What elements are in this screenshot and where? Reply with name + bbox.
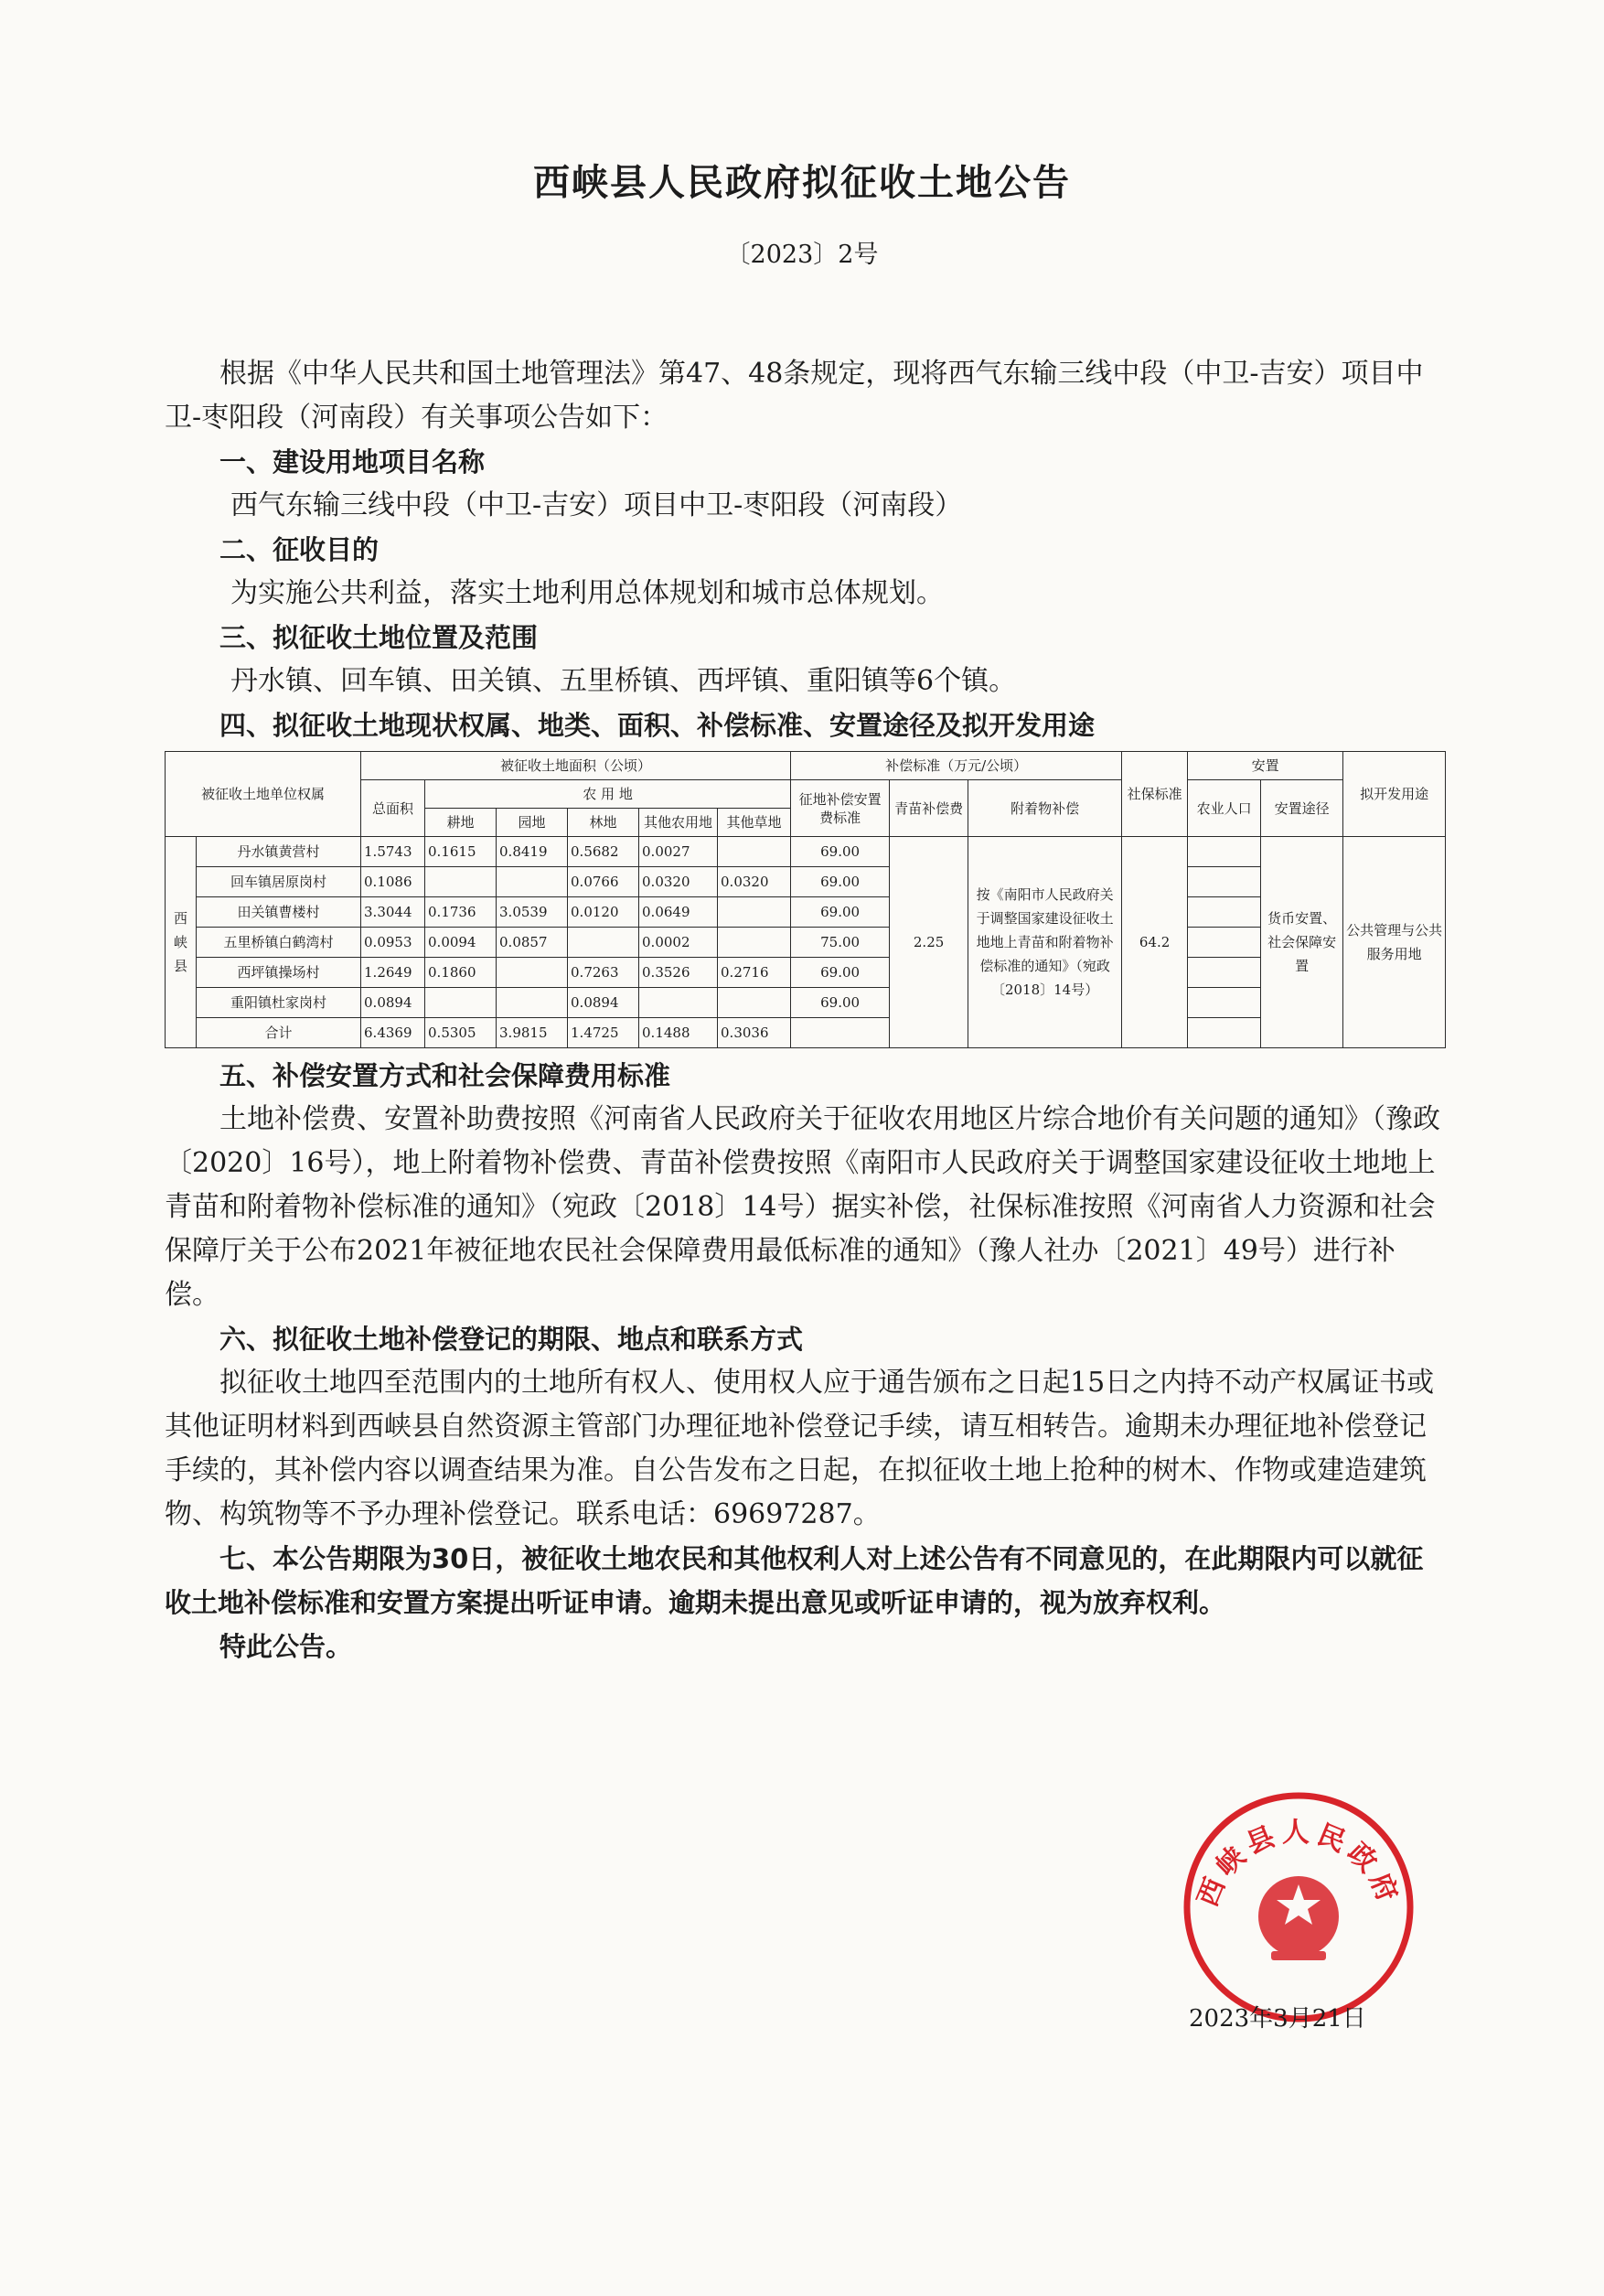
row-garden: 0.0857: [497, 928, 568, 958]
row-total: 0.0894: [361, 988, 425, 1018]
table-row: [166, 837, 1446, 867]
row-other-agri: 0.0027: [639, 837, 718, 867]
table-row: [166, 867, 1446, 897]
row-forest: 0.0766: [568, 867, 639, 897]
row-land-comp: 69.00: [791, 867, 890, 897]
issue-date: 2023年3月21日: [1189, 2005, 1366, 2033]
table-header-other-agri: 其他农用地: [639, 809, 718, 837]
intro-paragraph: 根据《中华人民共和国土地管理法》第47、48条规定，现将西气东输三线中段（中卫-吉安）项目中卫-枣阳段（河南段）有关事项公告如下：: [165, 358, 1424, 434]
table-header-attach-comp: 附着物补偿: [968, 780, 1122, 837]
sum-name: 合计: [197, 1018, 361, 1048]
table-header-owner: 被征收土地单位权属: [166, 752, 361, 837]
section-2-heading: 二、征收目的: [219, 534, 380, 565]
row-other-agri: 0.3526: [639, 958, 718, 988]
row-arable: 0.1860: [425, 958, 497, 988]
table-header-crop-fee: 青苗补偿费: [890, 780, 968, 837]
row-forest: 0.0894: [568, 988, 639, 1018]
row-land-comp: 69.00: [791, 837, 890, 867]
section-3-text: 丹水镇、回车镇、田关镇、五里桥镇、西坪镇、重阳镇等6个镇。: [230, 665, 1017, 697]
row-other-grass: 0.0320: [718, 867, 791, 897]
row-arable: 0.0094: [425, 928, 497, 958]
sum-forest: 1.4725: [568, 1018, 639, 1048]
section-6-heading: 六、拟征收土地补偿登记的期限、地点和联系方式: [219, 1324, 804, 1355]
row-name: 西坪镇操场村: [197, 958, 361, 988]
county-cell: 西峡县: [166, 837, 197, 1048]
document-body: [165, 352, 1445, 1668]
table-row: [166, 897, 1446, 928]
use-cell: 公共管理与公共服务用地: [1343, 837, 1446, 1048]
row-other-grass: [718, 988, 791, 1018]
row-total: 3.3044: [361, 897, 425, 928]
table-header-resettle-group: 安置: [1188, 752, 1343, 780]
table-row: [166, 928, 1446, 958]
section-3-heading: 三、拟征收土地位置及范围: [219, 622, 539, 653]
row-name: 重阳镇杜家岗村: [197, 988, 361, 1018]
sum-arable: 0.5305: [425, 1018, 497, 1048]
row-other-grass: 0.2716: [718, 958, 791, 988]
sum-other-agri: 0.1488: [639, 1018, 718, 1048]
row-other-grass: [718, 897, 791, 928]
document-number: 〔2023〕2号: [725, 241, 879, 269]
row-land-comp: 69.00: [791, 988, 890, 1018]
seal-text: 西峡县人民政府: [1192, 1817, 1406, 1912]
row-arable: [425, 988, 497, 1018]
table-header-social: 社保标准: [1122, 752, 1188, 837]
table-header-area-group: 被征收土地面积（公顷）: [361, 752, 791, 780]
section-1-text: 西气东输三线中段（中卫-吉安）项目中卫-枣阳段（河南段）: [230, 489, 963, 521]
section-4-heading: 四、拟征收土地现状权属、地类、面积、补偿标准、安置途径及拟开发用途: [219, 710, 1096, 741]
sum-land-comp: [791, 1018, 890, 1048]
agri-pop-cell: [1188, 867, 1261, 897]
crop-fee-cell: 2.25: [890, 837, 968, 1048]
row-land-comp: 69.00: [791, 897, 890, 928]
table-header-garden: 园地: [497, 809, 568, 837]
agri-pop-cell: [1188, 988, 1261, 1018]
row-total: 0.0953: [361, 928, 425, 958]
row-garden: 0.8419: [497, 837, 568, 867]
table-header-total: 总面积: [361, 780, 425, 837]
attach-comp-cell: 按《南阳市人民政府关于调整国家建设征收土地地上青苗和附着物补偿标准的通知》（宛政〔2018〕14号）: [968, 837, 1122, 1048]
official-seal-icon: [1180, 1788, 1417, 2026]
sum-other-grass: 0.3036: [718, 1018, 791, 1048]
sum-total: 6.4369: [361, 1018, 425, 1048]
row-name: 田关镇曹楼村: [197, 897, 361, 928]
table-header-resettle-way: 安置途径: [1261, 780, 1343, 837]
agri-pop-cell: [1188, 837, 1261, 867]
row-garden: [497, 867, 568, 897]
social-cell: 64.2: [1122, 837, 1188, 1048]
row-name: 丹水镇黄营村: [197, 837, 361, 867]
table-header-agri-pop: 农业人口: [1188, 780, 1261, 837]
table-header-comp-group: 补偿标准（万元/公顷）: [791, 752, 1122, 780]
agri-pop-cell: [1188, 928, 1261, 958]
row-land-comp: 75.00: [791, 928, 890, 958]
table-header-forest: 林地: [568, 809, 639, 837]
row-garden: [497, 958, 568, 988]
row-other-grass: [718, 928, 791, 958]
table-header-other-grass: 其他草地: [718, 809, 791, 837]
row-forest: [568, 928, 639, 958]
row-other-agri: 0.0649: [639, 897, 718, 928]
row-name: 回车镇居原岗村: [197, 867, 361, 897]
row-forest: 0.5682: [568, 837, 639, 867]
row-total: 0.1086: [361, 867, 425, 897]
land-table: [165, 751, 1446, 1048]
row-name: 五里桥镇白鹤湾村: [197, 928, 361, 958]
row-other-agri: [639, 988, 718, 1018]
agri-pop-cell: [1188, 1018, 1261, 1048]
section-5-text: 土地补偿费、安置补助费按照《河南省人民政府关于征收农用地区片综合地价有关问题的通知》（豫政〔2020〕16号），地上附着物补偿费、青苗补偿费按照《南阳市人民政府关于调整国家建设征收土地地上青苗和附着物补偿标准的通知》（宛政〔2018〕14号）据实补偿，社保标准按照《河南省人力资源和社会保障厅关于公布2021年被征地农民社会保障费用最低标准的通知》（豫人社办〔2021〕49号）进行补偿。: [165, 1103, 1440, 1311]
table-header-agri-group: 农 用 地: [425, 780, 791, 809]
section-2-text: 为实施公共利益，落实土地利用总体规划和城市总体规划。: [230, 577, 944, 609]
row-forest: 0.0120: [568, 897, 639, 928]
row-other-agri: 0.0320: [639, 867, 718, 897]
table-header-arable: 耕地: [425, 809, 497, 837]
agri-pop-cell: [1188, 958, 1261, 988]
row-forest: 0.7263: [568, 958, 639, 988]
table-row: [166, 958, 1446, 988]
section-5-heading: 五、补偿安置方式和社会保障费用标准: [219, 1060, 671, 1091]
section-6-text: 拟征收土地四至范围内的土地所有权人、使用权人应于通告颁布之日起15日之内持不动产权属证书或其他证明材料到西峡县自然资源主管部门办理征地补偿登记手续，请互相转告。逾期未办理征地补偿登记手续的，其补偿内容以调查结果为准。自公告发布之日起，在拟征收土地上抢种的树木、作物或建造建筑物、构筑物等不予办理补偿登记。联系电话：69697287。: [165, 1367, 1435, 1530]
row-arable: [425, 867, 497, 897]
row-total: 1.2649: [361, 958, 425, 988]
table-header-use: 拟开发用途: [1343, 752, 1446, 837]
row-garden: [497, 988, 568, 1018]
row-land-comp: 69.00: [791, 958, 890, 988]
sum-garden: 3.9815: [497, 1018, 568, 1048]
closing-text: 特此公告。: [219, 1631, 353, 1662]
resettle-way-cell: 货币安置、社会保障安置: [1261, 837, 1343, 1048]
row-garden: 3.0539: [497, 897, 568, 928]
row-total: 1.5743: [361, 837, 425, 867]
table-header-land-comp: 征地补偿安置费标准: [791, 780, 890, 837]
agri-pop-cell: [1188, 897, 1261, 928]
row-other-grass: [718, 837, 791, 867]
section-1-heading: 一、建设用地项目名称: [219, 446, 486, 477]
row-arable: 0.1736: [425, 897, 497, 928]
row-other-agri: 0.0002: [639, 928, 718, 958]
table-row: [166, 988, 1446, 1018]
section-7-text: 七、本公告期限为30日，被征收土地农民和其他权利人对上述公告有不同意见的，在此期限内可以就征收土地补偿标准和安置方案提出听证申请。逾期未提出意见或听证申请的，视为放弃权利。: [165, 1543, 1424, 1618]
document-title: 西峡县人民政府拟征收土地公告: [533, 162, 1071, 204]
row-arable: 0.1615: [425, 837, 497, 867]
table-sum-row: [166, 1018, 1446, 1048]
